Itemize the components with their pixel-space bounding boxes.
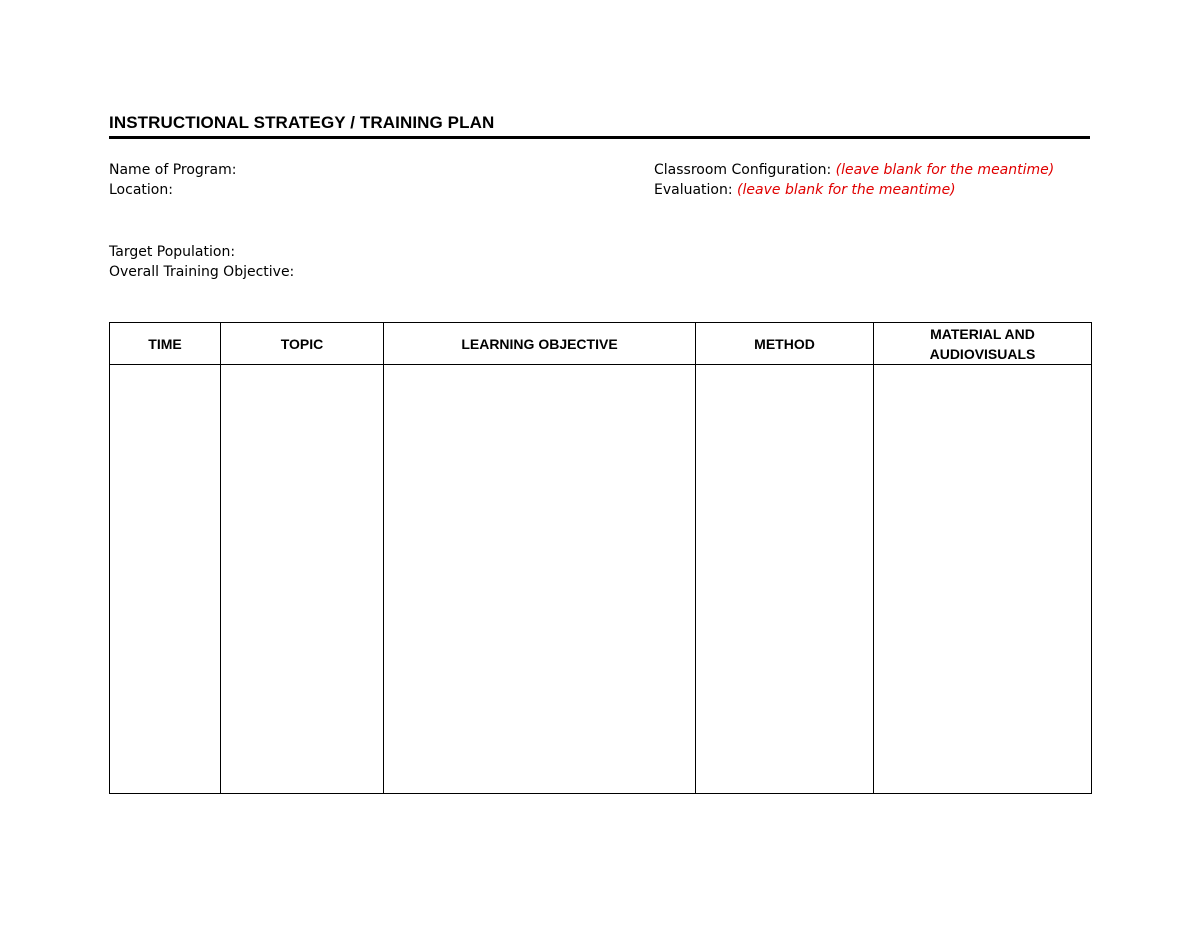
location-field — [109, 181, 173, 199]
classroom-configuration-note: (leave blank for the meantime) — [835, 162, 1055, 178]
header-learning-objective — [384, 323, 696, 365]
name-of-program-field — [109, 161, 236, 179]
header-material-and-audiovisuals — [874, 323, 1092, 365]
classroom-configuration-field — [654, 161, 1054, 179]
evaluation-label: Evaluation: — [654, 182, 733, 198]
cell-time[interactable] — [110, 365, 221, 794]
target-population-label: Target Population: — [109, 244, 236, 260]
header-material-line2: AUDIOVISUALS — [929, 345, 1036, 362]
header-learning-objective-label: LEARNING OBJECTIVE — [461, 335, 618, 352]
page-title: INSTRUCTIONAL STRATEGY / TRAINING PLAN — [109, 113, 495, 132]
table-row — [110, 365, 1092, 794]
title-underline — [109, 136, 1090, 139]
header-topic — [221, 323, 384, 365]
table-header-row — [110, 323, 1092, 365]
evaluation-note: (leave blank for the meantime) — [737, 182, 956, 198]
header-time-label: TIME — [148, 335, 182, 352]
cell-learning-objective[interactable] — [384, 365, 696, 794]
overall-training-objective-label: Overall Training Objective: — [109, 264, 295, 280]
evaluation-field — [654, 181, 956, 199]
header-material-label — [930, 324, 1036, 364]
cell-topic[interactable] — [221, 365, 384, 794]
header-topic-label: TOPIC — [280, 335, 324, 352]
name-of-program-label: Name of Program: — [109, 162, 237, 178]
header-time — [110, 323, 221, 365]
header-material-line1: MATERIAL AND — [930, 325, 1035, 342]
overall-training-objective-field — [109, 263, 294, 281]
target-population-field — [109, 243, 235, 261]
cell-material-and-audiovisuals[interactable] — [874, 365, 1092, 794]
cell-method[interactable] — [696, 365, 874, 794]
training-plan-table — [109, 322, 1092, 794]
classroom-configuration-label: Classroom Configuration: — [654, 162, 832, 178]
header-method-label: METHOD — [754, 335, 815, 352]
header-method — [696, 323, 874, 365]
location-label: Location: — [109, 182, 173, 198]
